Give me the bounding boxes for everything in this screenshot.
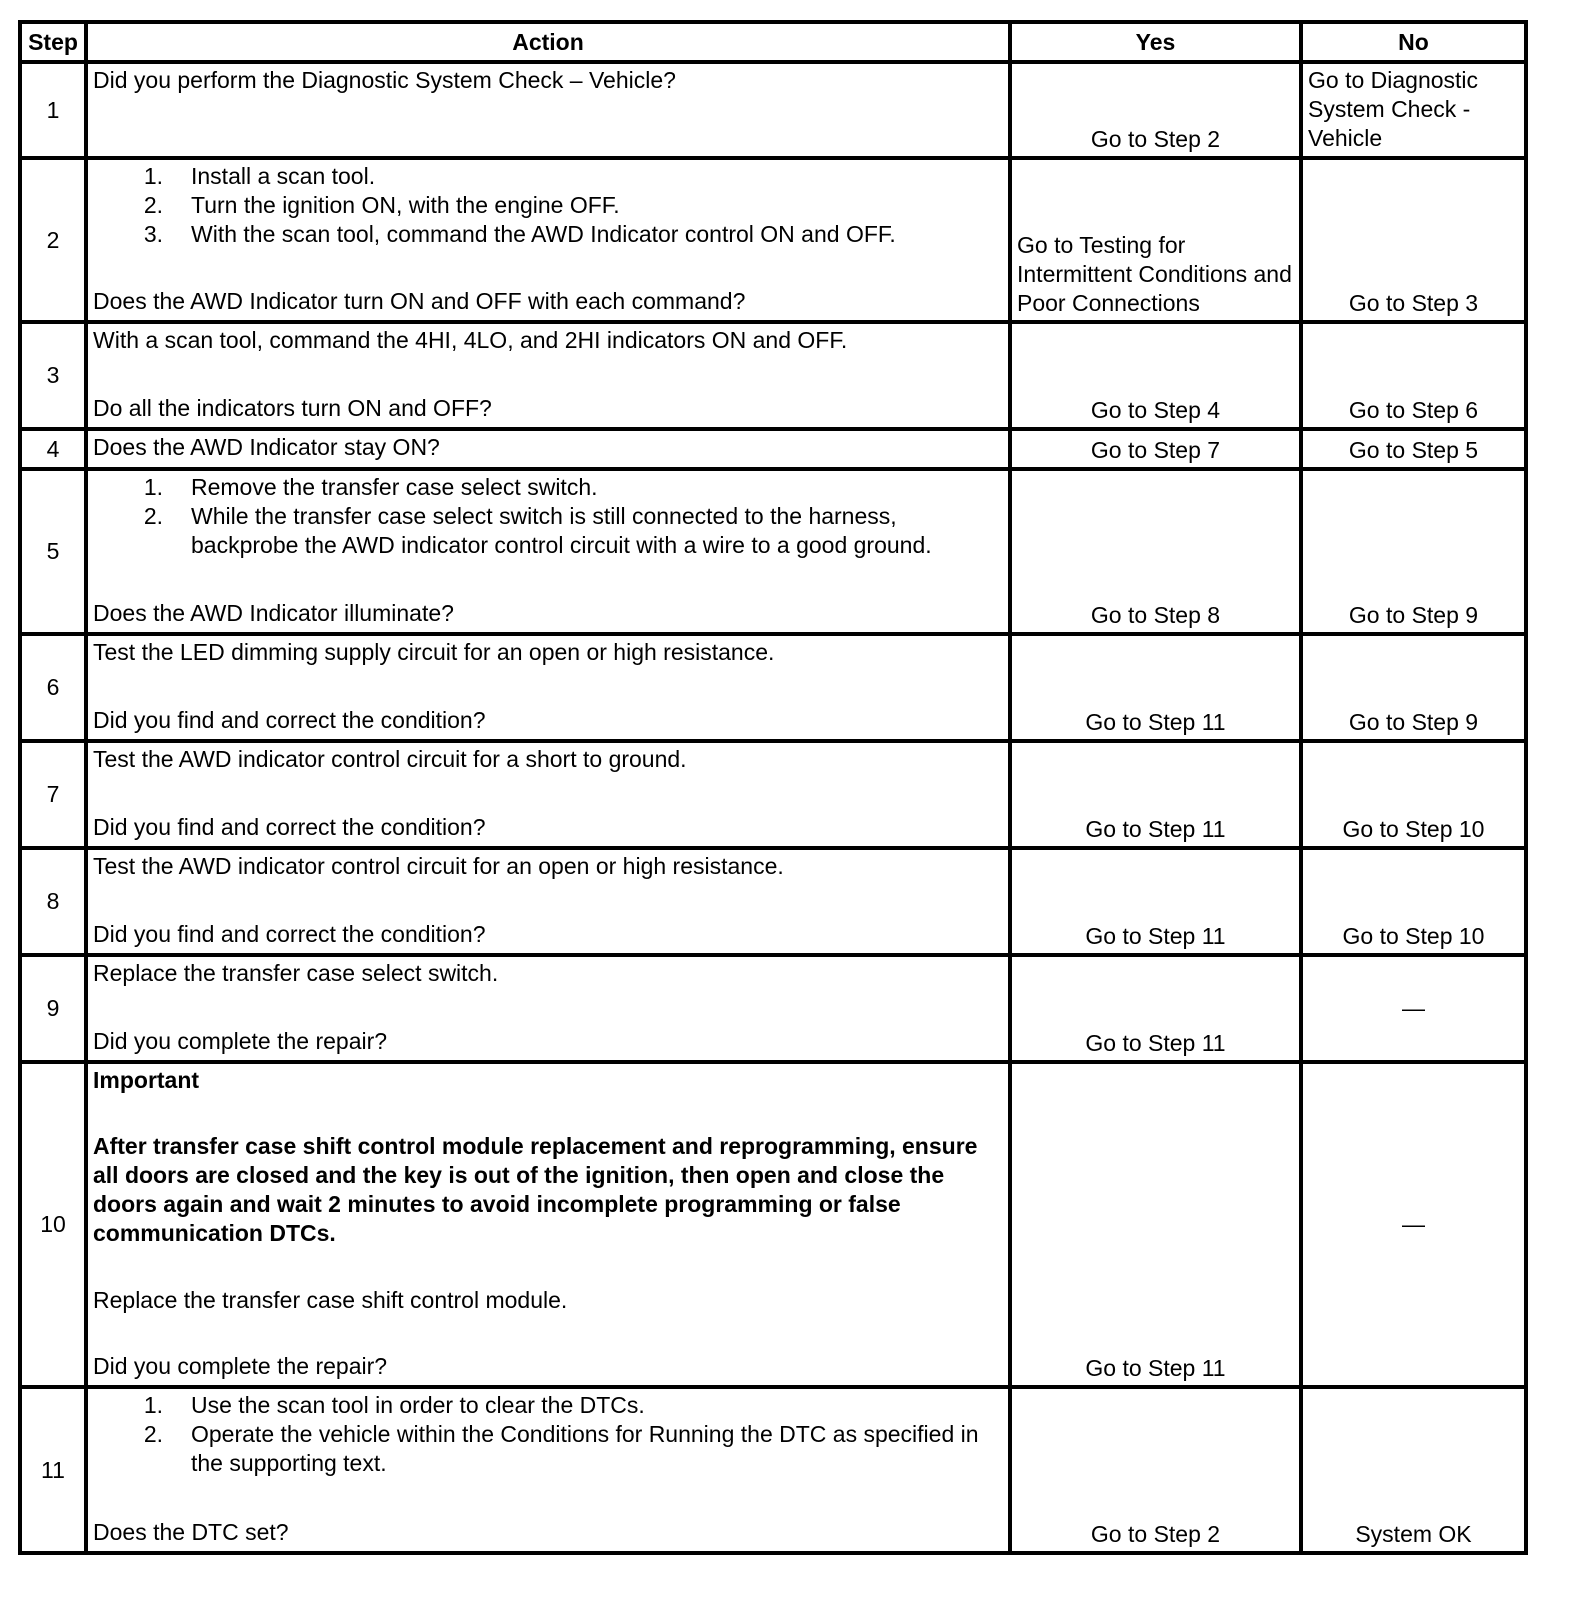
action-cell (86, 634, 1010, 741)
no-cell: — (1301, 1062, 1526, 1387)
action-text: Test the AWD indicator control circuit for an open or high resistance. (93, 853, 784, 879)
list-item: 1. Use the scan tool in order to clear the DTCs. (143, 1392, 645, 1418)
table-row-step-5 (20, 469, 1526, 634)
yes-cell: Go to Step 11 (1010, 1062, 1301, 1387)
no-cell: Go to Diagnostic System Check - Vehicle (1301, 62, 1526, 158)
header-no: No (1301, 22, 1526, 62)
yes-cell: Go to Step 7 (1010, 429, 1301, 469)
action-cell (86, 322, 1010, 429)
list-item: 2. While the transfer case select switch is still connected to the harness, backprobe the AWD indicator control circuit with a wire to a good ground. (143, 503, 932, 558)
yes-cell: Go to Step 11 (1010, 848, 1301, 955)
yes-cell: Go to Step 2 (1010, 62, 1301, 158)
question-text: Does the AWD Indicator stay ON? (93, 434, 440, 460)
question-text: Does the AWD Indicator illuminate? (93, 600, 454, 626)
header-yes: Yes (1010, 22, 1301, 62)
no-cell: Go to Step 3 (1301, 158, 1526, 322)
table-row-step-1 (20, 62, 1526, 158)
instruction-list (93, 473, 1003, 560)
action-cell (86, 1062, 1010, 1387)
step-number: 8 (20, 848, 86, 955)
table-row-step-2 (20, 158, 1526, 322)
question-text: Did you perform the Diagnostic System Check – Vehicle? (93, 67, 676, 93)
question-text: Did you find and correct the condition? (93, 707, 486, 733)
question-text: Do all the indicators turn ON and OFF? (93, 395, 492, 421)
table-row-step-6 (20, 634, 1526, 741)
no-cell: Go to Step 10 (1301, 848, 1526, 955)
action-text: Replace the transfer case shift control module. (93, 1286, 568, 1313)
question-text: Did you find and correct the condition? (93, 921, 486, 947)
action-cell (86, 848, 1010, 955)
table-row-step-3 (20, 322, 1526, 429)
table-row-step-4 (20, 429, 1526, 469)
list-item: 1. Remove the transfer case select switch. (143, 474, 598, 500)
table-row-step-8 (20, 848, 1526, 955)
list-item: 3. With the scan tool, command the AWD Indicator control ON and OFF. (143, 221, 896, 247)
no-cell: Go to Step 5 (1301, 429, 1526, 469)
yes-cell: Go to Step 11 (1010, 634, 1301, 741)
header-step: Step (20, 22, 86, 62)
no-cell: — (1301, 955, 1526, 1062)
yes-cell: Go to Step 4 (1010, 322, 1301, 429)
instruction-list (93, 162, 1003, 249)
header-row (20, 22, 1526, 62)
action-text: Test the LED dimming supply circuit for an open or high resistance. (93, 639, 775, 665)
header-action: Action (86, 22, 1010, 62)
question-text: Did you find and correct the condition? (93, 814, 486, 840)
action-cell (86, 955, 1010, 1062)
list-item: 2. Turn the ignition ON, with the engine OFF. (143, 192, 620, 218)
step-number: 7 (20, 741, 86, 848)
step-number: 5 (20, 469, 86, 634)
instruction-list (93, 1391, 1003, 1478)
yes-cell: Go to Testing for Intermittent Conditions and Poor Connections (1010, 158, 1301, 322)
step-number: 9 (20, 955, 86, 1062)
yes-cell: Go to Step 11 (1010, 741, 1301, 848)
list-item: 1. Install a scan tool. (143, 163, 376, 189)
no-cell: Go to Step 10 (1301, 741, 1526, 848)
important-text: After transfer case shift control module replacement and reprogramming, ensure all doors are closed and the key is out of the ignition, then open and close the doors again and wait 2 minutes to avoid incomplete programming or false communication DTCs. (93, 1133, 978, 1247)
question-text: Does the AWD Indicator turn ON and OFF with each command? (93, 288, 746, 314)
yes-cell: Go to Step 8 (1010, 469, 1301, 634)
no-cell: Go to Step 9 (1301, 634, 1526, 741)
action-text: Replace the transfer case select switch. (93, 960, 499, 986)
diagnostic-table (18, 20, 1528, 1555)
no-cell: System OK (1301, 1387, 1526, 1553)
list-item: 2. Operate the vehicle within the Conditions for Running the DTC as specified in the supporting text. (143, 1421, 979, 1476)
step-number: 1 (20, 62, 86, 158)
action-cell (86, 429, 1010, 469)
action-cell (86, 158, 1010, 322)
no-cell: Go to Step 9 (1301, 469, 1526, 634)
step-number: 10 (20, 1062, 86, 1387)
action-cell (86, 62, 1010, 158)
action-cell (86, 741, 1010, 848)
step-number: 6 (20, 634, 86, 741)
table-row-step-11 (20, 1387, 1526, 1553)
action-text: Test the AWD indicator control circuit for a short to ground. (93, 746, 687, 772)
table-row-step-7 (20, 741, 1526, 848)
step-number: 11 (20, 1387, 86, 1553)
step-number: 2 (20, 158, 86, 322)
question-text: Does the DTC set? (93, 1519, 289, 1545)
important-label: Important (93, 1067, 200, 1093)
yes-cell: Go to Step 2 (1010, 1387, 1301, 1553)
table-row-step-10 (20, 1062, 1526, 1387)
table-row-step-9 (20, 955, 1526, 1062)
action-text: With a scan tool, command the 4HI, 4LO, and 2HI indicators ON and OFF. (93, 327, 848, 353)
no-cell: Go to Step 6 (1301, 322, 1526, 429)
step-number: 4 (20, 429, 86, 469)
yes-cell: Go to Step 11 (1010, 955, 1301, 1062)
action-cell (86, 1387, 1010, 1553)
question-text: Did you complete the repair? (93, 1028, 388, 1054)
action-cell (86, 469, 1010, 634)
question-text: Did you complete the repair? (93, 1352, 388, 1379)
step-number: 3 (20, 322, 86, 429)
